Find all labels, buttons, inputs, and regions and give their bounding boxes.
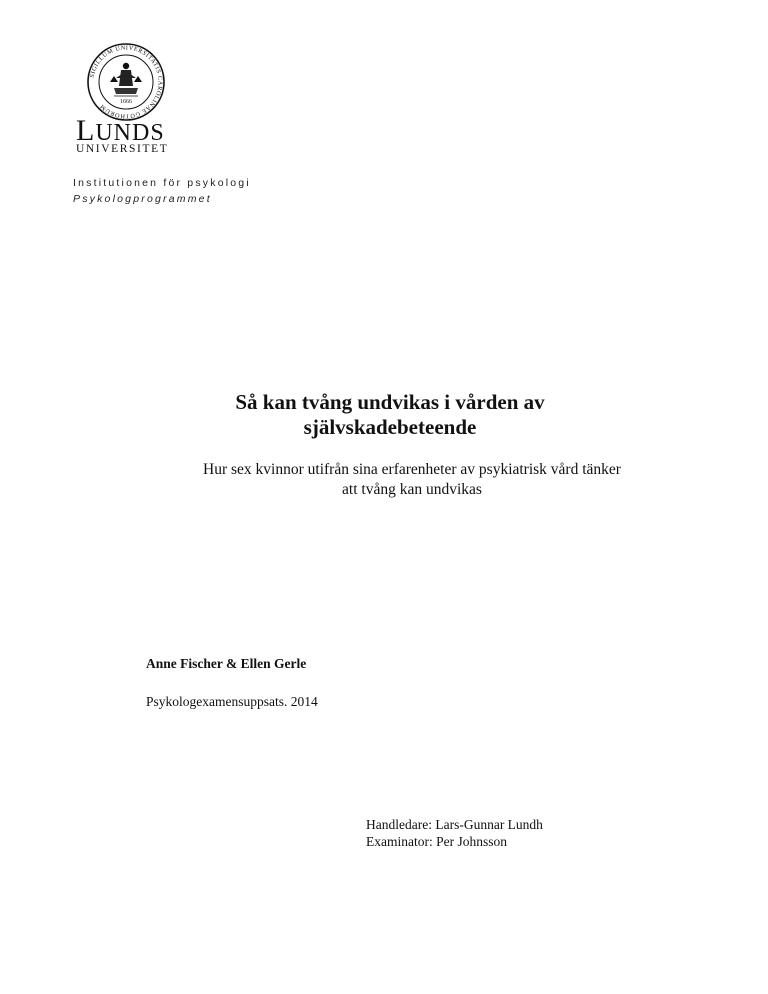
university-subword: UNIVERSITET <box>76 143 169 155</box>
supervision-block <box>366 816 543 850</box>
university-seal-icon <box>86 42 166 122</box>
seal-year: 1666 <box>120 99 132 105</box>
title-line-2: självskadebeteende <box>303 415 477 439</box>
thesis-type: Psykologexamensuppsats. 2014 <box>146 694 318 709</box>
subtitle-line-1: Hur sex kvinnor utifrån sina erfarenheter av psykiatrisk vård tänker <box>203 461 621 478</box>
thesis-subtitle <box>130 460 694 500</box>
department-name: Institutionen för psykologi <box>73 177 251 189</box>
authors: Anne Fischer & Ellen Gerle <box>146 656 307 671</box>
thesis-title <box>160 390 620 440</box>
seal-text: SIGILLUM UNIVERSITATIS CAROLINAE GOTHORUM <box>88 44 164 120</box>
logo-name: LUNDS <box>76 114 165 147</box>
title-line-1: Så kan tvång undvikas i vården av <box>235 390 545 414</box>
subtitle-line-2: att tvång kan undvikas <box>342 481 482 498</box>
examiner: Examinator: Per Johnsson <box>366 834 507 849</box>
supervisor: Handledare: Lars-Gunnar Lundh <box>366 817 543 832</box>
program-name: Psykologprogrammet <box>73 193 212 205</box>
